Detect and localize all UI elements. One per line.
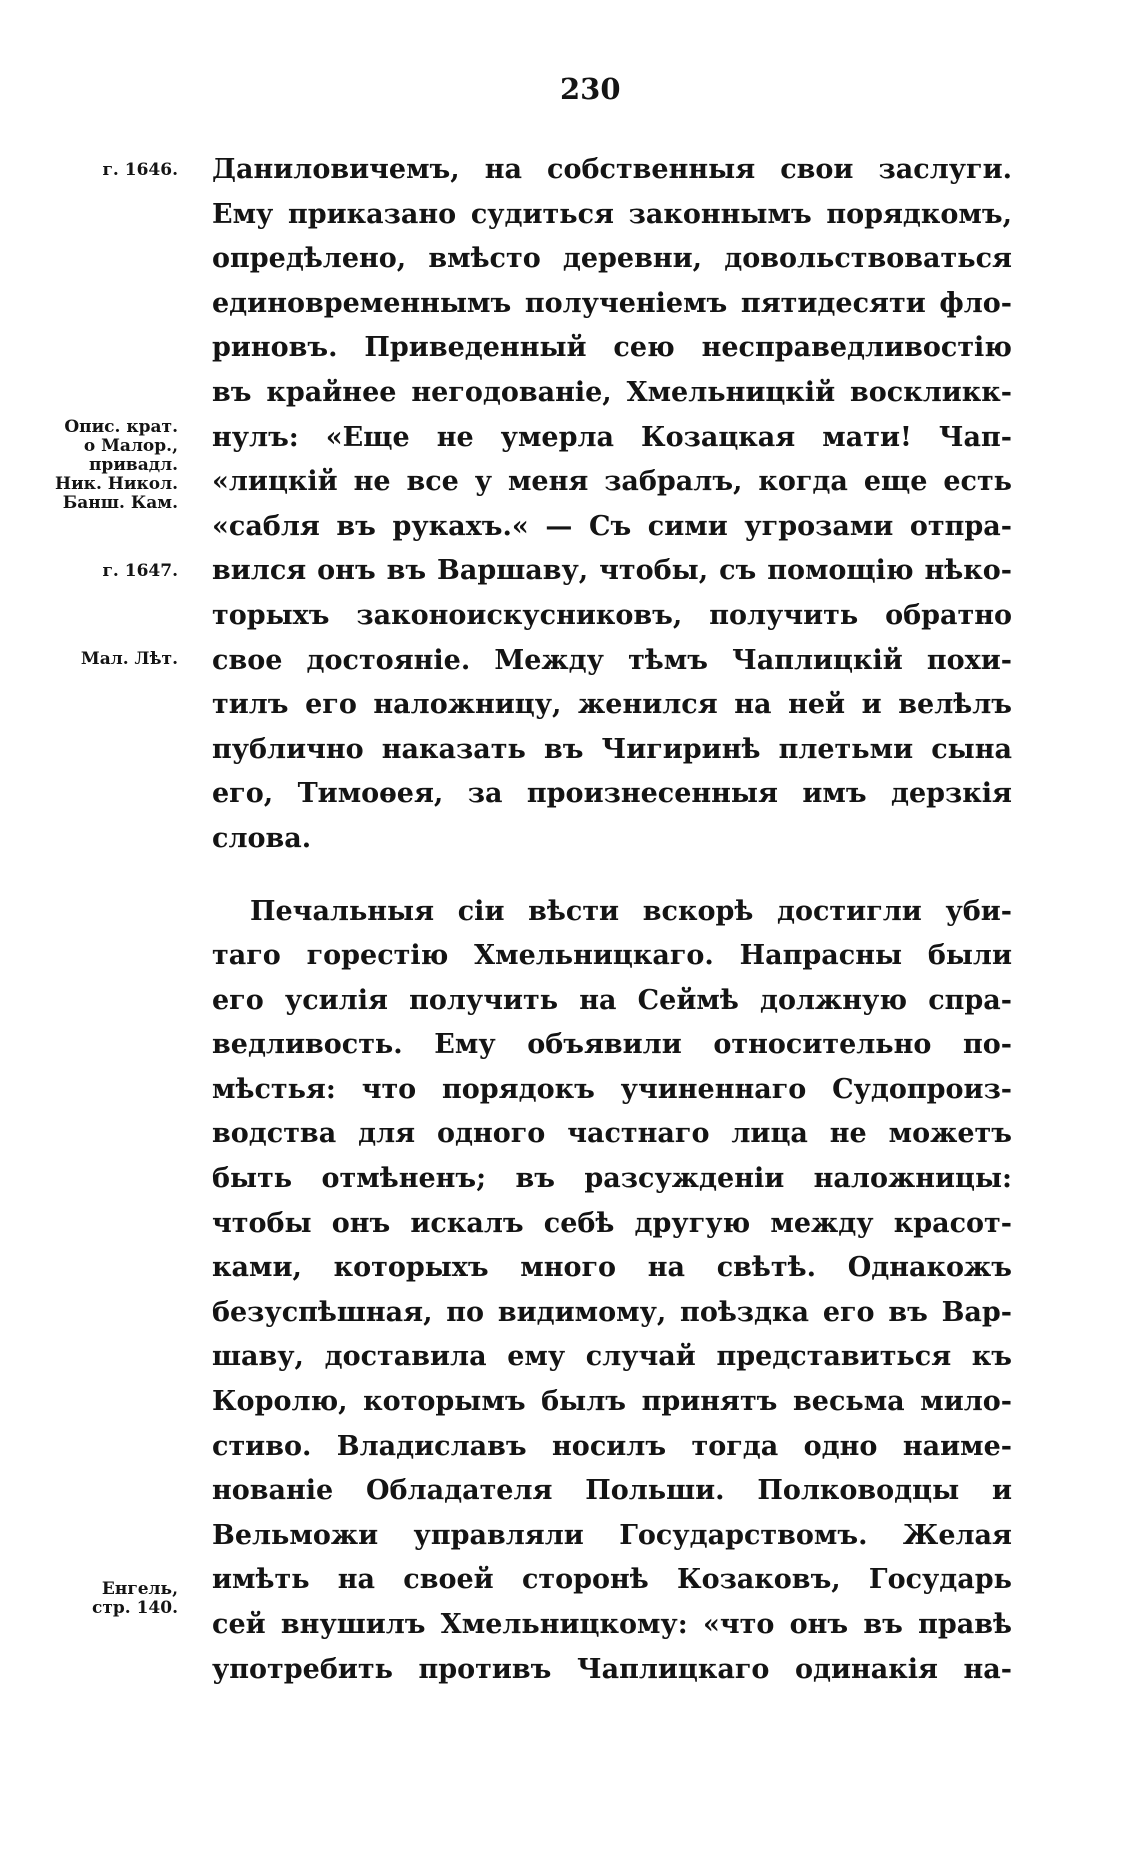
margin-note-source-mal: Мал. Лѣт. (80, 649, 178, 669)
page-number: 230 (560, 72, 621, 106)
text-line: чтобы онъ искалъ себѣ другую между красот- (212, 1207, 1012, 1239)
body-text (212, 148, 1012, 1692)
text-line: слова. (212, 822, 312, 854)
text-line: вился онъ въ Варшаву, чтобы, съ помощію нѣко- (212, 555, 1012, 587)
margin-note-year-1646: г. 1646. (102, 160, 178, 180)
text-line: единовременнымъ полученіемъ пятидесяти фло- (212, 287, 1012, 319)
text-line: употребить противъ Чаплицкаго одинакія на- (212, 1653, 1012, 1685)
text-line: «лицкій не все у меня забралъ, когда еще есть (212, 466, 1012, 498)
text-line: опредѣлено, вмѣсто деревни, довольствоваться (212, 243, 1012, 275)
margin-note-source-opis (55, 418, 178, 513)
margin-note-line: Банш. Кам. (62, 493, 178, 513)
text-line: имѣть на своей сторонѣ Козаковъ, Государь (212, 1564, 1012, 1596)
text-line: въ крайнее негодованіе, Хмельницкій воскликк- (212, 376, 1012, 408)
margin-note-source-engel (92, 1580, 178, 1618)
margin-note-line: стр. 140. (91, 1598, 178, 1618)
text-line: ведливость. Ему объявили относительно по- (212, 1029, 1012, 1061)
text-line: Ему приказано судиться законнымъ порядкомъ, (212, 198, 1012, 230)
text-line: нулъ: «Еще не умерла Козацкая мати! Чап- (212, 421, 1012, 453)
text-line: «сабля въ рукахъ.« — Съ сими угрозами отпра- (212, 510, 1012, 542)
text-line: публично наказать въ Чигиринѣ плетьми сына (212, 733, 1012, 765)
text-line: риновъ. Приведенный сею несправедливостію (212, 332, 1012, 364)
text-line: безуспѣшная, по видимому, поѣздка его въ Вар- (212, 1296, 1012, 1328)
margin-note-year-1647: г. 1647. (102, 561, 178, 581)
text-line: ками, которыхъ много на свѣтѣ. Однакожъ (212, 1252, 1012, 1284)
text-line: Королю, которымъ былъ принятъ весьма мило- (212, 1386, 1012, 1418)
margin-note-line: привадл. (88, 455, 178, 475)
margin-note-line: Енгель, (101, 1579, 178, 1599)
text-line: мѣстья: что порядокъ учиненнаго Судопроиз- (212, 1073, 1012, 1105)
text-line: Даниловичемъ, на собственныя свои заслуги. (212, 154, 1012, 185)
margin-note-line: о Малор., (83, 436, 178, 456)
text-line: таго горестію Хмельницкаго. Напрасны были (212, 940, 1012, 972)
margin-note-line: Опис. крат. (64, 417, 178, 437)
text-line: свое достояніе. Между тѣмъ Чаплицкій похи- (212, 644, 1012, 676)
text-line: его усилія получить на Сеймѣ должную спра- (212, 984, 1012, 1016)
text-line: шаву, доставила ему случай представиться къ (212, 1341, 1012, 1373)
text-line: Вельможи управляли Государствомъ. Желая (212, 1519, 1012, 1551)
text-line: сей внушилъ Хмельницкому: «что онъ въ правѣ (212, 1609, 1012, 1640)
text-line: торыхъ законоискусниковъ, получить обратно (212, 599, 1012, 631)
text-line: быть отмѣненъ; въ разсужденіи наложницы: (212, 1163, 1012, 1195)
text-line: его, Тимоѳея, за произнесенныя имъ дерзкія (212, 778, 1012, 810)
text-line: тилъ его наложницу, женился на ней и велѣлъ (212, 689, 1012, 721)
margin-note-line: Ник. Никол. (55, 474, 178, 494)
text-line: водства для одного частнаго лица не можетъ (212, 1118, 1012, 1150)
text-line: нованіе Обладателя Польши. Полководцы и (212, 1475, 1012, 1507)
paragraph-start: Печальныя сіи вѣсти вскорѣ достигли уби- (250, 895, 1012, 927)
text-line: стиво. Владиславъ носилъ тогда одно наиме- (212, 1430, 1012, 1462)
